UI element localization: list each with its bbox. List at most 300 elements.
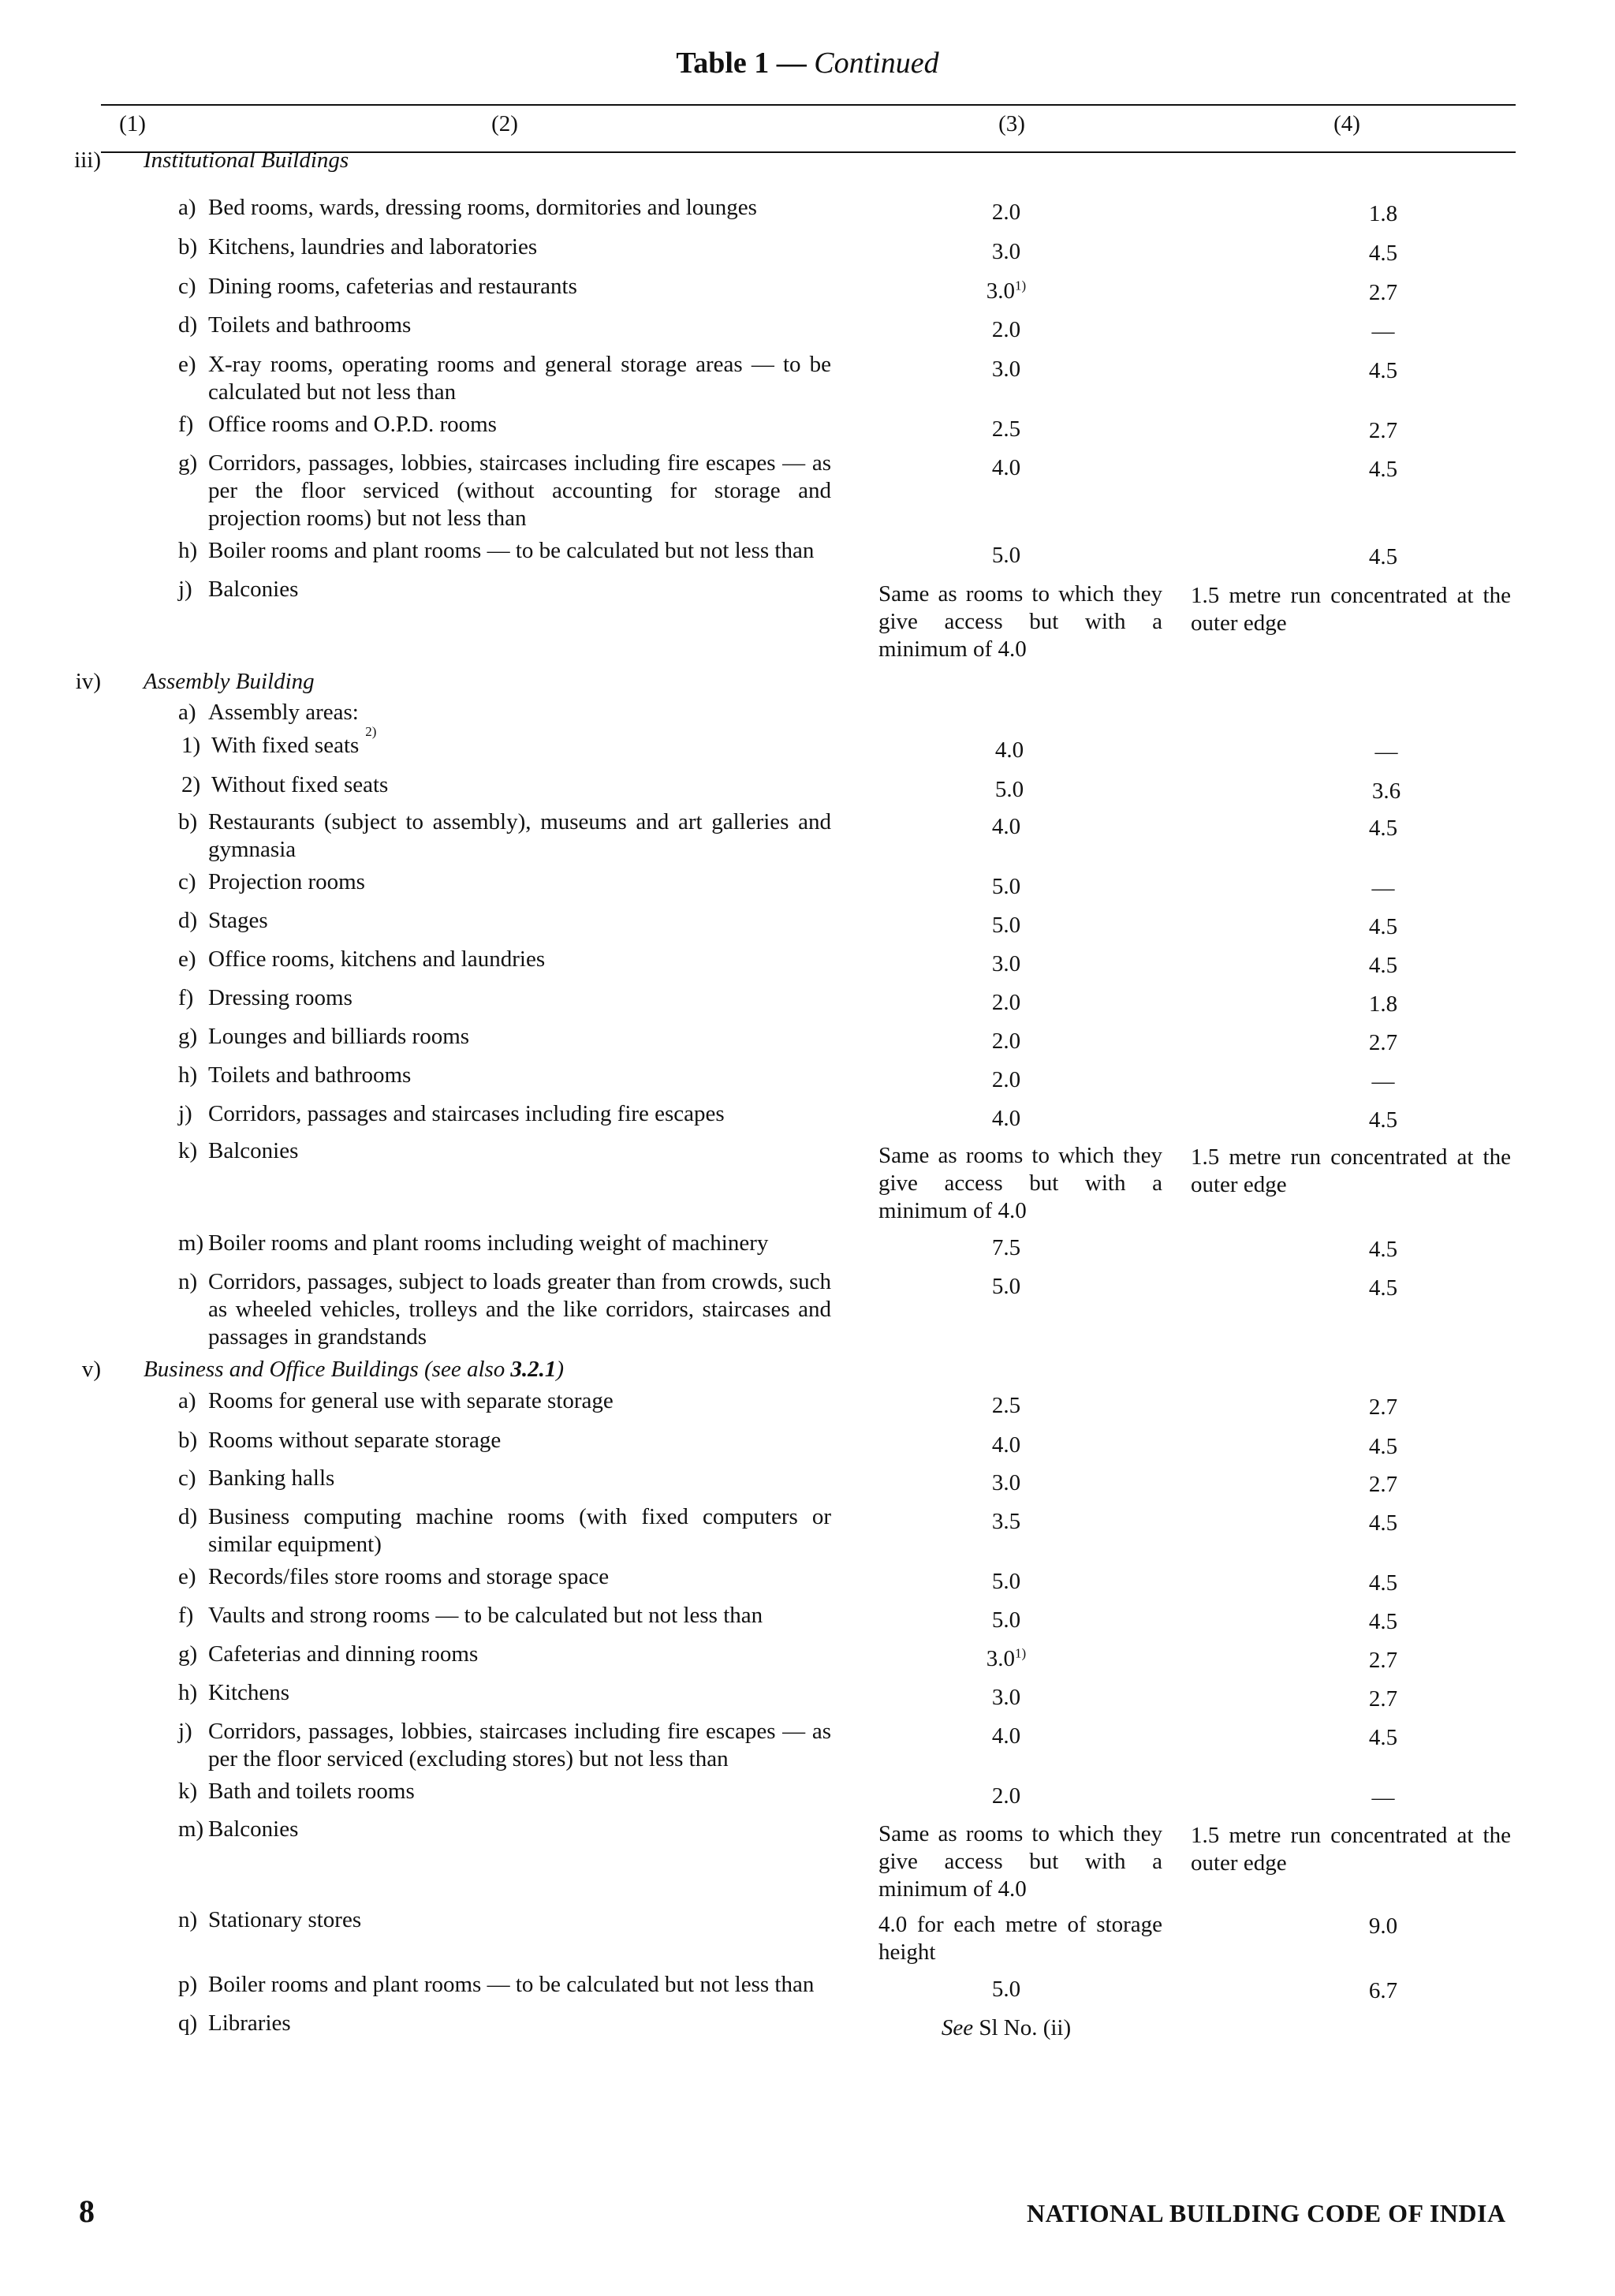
row-description bbox=[140, 1427, 831, 1454]
load-concentrated-value: 1.8 bbox=[1368, 201, 1398, 226]
table-row bbox=[0, 273, 1615, 307]
load-udl-cell bbox=[831, 1387, 1162, 1420]
item-text: Corridors, passages, lobbies, staircases including fire escapes — as per the floor serviced (excluding stores) but not less than bbox=[208, 1719, 831, 1771]
item-label: a) bbox=[178, 700, 196, 725]
load-concentrated-cell bbox=[1162, 1563, 1511, 1597]
item-label: g) bbox=[178, 1641, 198, 1667]
section-row bbox=[0, 668, 1615, 696]
item-text: Libraries bbox=[208, 2010, 291, 2036]
load-concentrated-cell bbox=[1162, 1387, 1511, 1421]
item-label: b) bbox=[178, 1428, 198, 1453]
item-text: Stationary stores bbox=[208, 1907, 362, 1932]
load-udl-value: 4.0 bbox=[991, 1723, 1021, 1749]
row-number: iii) bbox=[74, 147, 101, 173]
load-concentrated-value: 1.5 metre run concentrated at the outer edge bbox=[1191, 1823, 1511, 1876]
table-row bbox=[0, 1641, 1615, 1674]
load-udl-value: 4.0 bbox=[991, 1432, 1021, 1458]
item-label: j) bbox=[178, 1101, 192, 1126]
load-concentrated-cell bbox=[1162, 233, 1511, 267]
item-label: a) bbox=[178, 195, 196, 220]
item-label: h) bbox=[178, 1680, 198, 1705]
item-text: Institutional Buildings bbox=[144, 147, 349, 173]
table-row bbox=[0, 1906, 1615, 1966]
load-udl-value: Same as rooms to which they give access but with a minimum of 4.0 bbox=[878, 1821, 1162, 1902]
load-udl-value: 4.0 for each metre of storage height bbox=[878, 1912, 1162, 1965]
load-udl-cell bbox=[831, 1718, 1162, 1750]
load-concentrated-value: 1.5 metre run concentrated at the outer edge bbox=[1191, 583, 1511, 636]
load-concentrated-cell bbox=[1162, 1641, 1511, 1674]
load-concentrated-value: 2.7 bbox=[1368, 1030, 1398, 1055]
load-udl-value: 3.0 bbox=[991, 1685, 1021, 1710]
load-concentrated-cell bbox=[1162, 1503, 1511, 1537]
item-label: c) bbox=[178, 869, 196, 894]
table-title-main: Table 1 — bbox=[676, 47, 807, 80]
load-udl-cell bbox=[831, 1906, 1162, 1966]
row-description bbox=[140, 1268, 831, 1351]
item-label: e) bbox=[178, 946, 196, 972]
table-title bbox=[0, 46, 1615, 80]
row-description bbox=[140, 771, 834, 799]
table-row bbox=[0, 1563, 1615, 1597]
item-text: Dining rooms, cafeterias and restaurants bbox=[208, 274, 577, 299]
row-description bbox=[140, 668, 796, 696]
row-description bbox=[140, 1137, 831, 1165]
item-label: k) bbox=[178, 1779, 198, 1804]
load-concentrated-cell bbox=[1162, 984, 1511, 1018]
load-concentrated-value: 6.7 bbox=[1368, 1978, 1398, 2003]
load-concentrated-value: 4.5 bbox=[1368, 1725, 1398, 1750]
clause-reference: 3.2.1 bbox=[510, 1357, 557, 1382]
section-row bbox=[0, 1356, 1615, 1383]
load-concentrated-value: 4.5 bbox=[1368, 914, 1398, 939]
row-description bbox=[140, 233, 831, 261]
item-label: c) bbox=[178, 274, 196, 299]
table-row bbox=[0, 771, 1615, 805]
load-udl-cell bbox=[831, 868, 1162, 901]
table-row bbox=[0, 1387, 1615, 1421]
item-label: c) bbox=[178, 1465, 196, 1491]
load-udl-cell bbox=[831, 1602, 1162, 1634]
item-label: b) bbox=[178, 234, 198, 259]
table-row bbox=[0, 1503, 1615, 1559]
load-concentrated-value: 4.5 bbox=[1368, 1434, 1398, 1459]
load-concentrated-value: 4.5 bbox=[1368, 1237, 1398, 1262]
load-concentrated-value: — bbox=[1374, 739, 1398, 764]
table-row bbox=[0, 808, 1615, 864]
row-description bbox=[140, 411, 831, 439]
row-description bbox=[140, 1100, 831, 1128]
item-text: Bath and toilets rooms bbox=[208, 1779, 415, 1804]
item-label: d) bbox=[178, 312, 198, 338]
load-udl-cell bbox=[831, 808, 1162, 841]
load-concentrated-value: — bbox=[1371, 1069, 1395, 1094]
item-text: Corridors, passages and staircases including fire escapes bbox=[208, 1101, 725, 1126]
load-udl-cell bbox=[834, 732, 1166, 764]
item-label: f) bbox=[178, 985, 194, 1010]
load-udl-value: Same as rooms to which they give access but with a minimum of 4.0 bbox=[878, 581, 1162, 662]
row-description bbox=[140, 1778, 831, 1805]
item-text: Business computing machine rooms (with fixed computers or similar equipment) bbox=[208, 1504, 831, 1557]
item-text: Toilets and bathrooms bbox=[208, 312, 412, 338]
row-description bbox=[140, 1718, 831, 1773]
load-concentrated-value: 1.5 metre run concentrated at the outer edge bbox=[1191, 1144, 1511, 1197]
item-label: e) bbox=[178, 352, 196, 377]
load-udl-cell bbox=[831, 1641, 1162, 1673]
load-concentrated-cell bbox=[1166, 771, 1514, 805]
table-row bbox=[0, 351, 1615, 406]
load-concentrated-value: 2.7 bbox=[1368, 418, 1398, 443]
load-udl-value: 3.0 bbox=[991, 357, 1021, 382]
load-concentrated-cell bbox=[1162, 1427, 1511, 1461]
table-row bbox=[0, 2010, 1615, 2042]
item-text: Restaurants (subject to assembly), museums and art galleries and gymnasia bbox=[208, 809, 831, 862]
item-text: Boiler rooms and plant rooms including weight of machinery bbox=[208, 1230, 769, 1256]
table-row bbox=[0, 194, 1615, 228]
row-description bbox=[140, 537, 831, 565]
item-text: Rooms for general use with separate storage bbox=[208, 1388, 614, 1413]
load-udl-value: 4.0 bbox=[991, 814, 1021, 839]
load-udl-value: Same as rooms to which they give access but with a minimum of 4.0 bbox=[878, 1143, 1162, 1223]
table-row bbox=[0, 1679, 1615, 1713]
load-concentrated-cell bbox=[1162, 450, 1511, 483]
load-udl-value: 2.0 bbox=[991, 1783, 1021, 1809]
item-text: Kitchens, laundries and laboratories bbox=[208, 234, 538, 259]
table-row bbox=[0, 724, 1615, 766]
item-text: Boiler rooms and plant rooms — to be calculated but not less than bbox=[208, 538, 815, 563]
load-concentrated-cell bbox=[1162, 1100, 1511, 1134]
table-row bbox=[0, 907, 1615, 941]
load-udl-cell bbox=[831, 1816, 1162, 1903]
table-row bbox=[0, 1137, 1615, 1225]
see-reference-target: Sl No. (ii) bbox=[979, 2015, 1072, 2040]
load-udl-cell bbox=[831, 450, 1162, 482]
footnote-marker: 1) bbox=[1015, 1645, 1027, 1661]
load-concentrated-cell bbox=[1162, 1230, 1511, 1264]
load-concentrated-value: 9.0 bbox=[1368, 1913, 1398, 1939]
row-description bbox=[140, 724, 834, 760]
load-udl-cell bbox=[831, 1427, 1162, 1459]
load-udl-value: 7.5 bbox=[991, 1235, 1021, 1260]
load-udl-value: 4.0 bbox=[991, 455, 1021, 480]
load-concentrated-cell bbox=[1162, 1465, 1511, 1499]
item-text: Balconies bbox=[208, 1138, 299, 1163]
load-udl-value: 2.5 bbox=[991, 416, 1021, 442]
item-label: j) bbox=[178, 577, 192, 602]
load-concentrated-value: — bbox=[1371, 319, 1395, 344]
row-description bbox=[140, 312, 831, 339]
item-text: Banking halls bbox=[208, 1465, 335, 1491]
load-udl-cell bbox=[831, 1100, 1162, 1133]
table-row bbox=[0, 984, 1615, 1018]
row-description bbox=[140, 1602, 831, 1630]
load-udl-value: 3.0 bbox=[991, 239, 1021, 264]
load-concentrated-value: 2.7 bbox=[1368, 1686, 1398, 1712]
item-label: h) bbox=[178, 1062, 198, 1088]
item-text: Without fixed seats bbox=[211, 772, 389, 797]
row-number: iv) bbox=[75, 669, 101, 694]
load-concentrated-value: 4.5 bbox=[1368, 953, 1398, 978]
load-concentrated-cell bbox=[1162, 1137, 1511, 1199]
load-concentrated-cell bbox=[1162, 907, 1511, 941]
table-row bbox=[0, 1100, 1615, 1134]
item-text: Balconies bbox=[208, 1816, 299, 1842]
load-udl-value: 3.5 bbox=[991, 1509, 1021, 1534]
table-row bbox=[0, 946, 1615, 980]
row-description bbox=[140, 699, 831, 726]
load-udl-value: 5.0 bbox=[994, 777, 1024, 802]
item-text: Lounges and billiards rooms bbox=[208, 1024, 470, 1049]
item-text: Cafeterias and dinning rooms bbox=[208, 1641, 479, 1667]
load-concentrated-cell bbox=[1162, 537, 1511, 571]
row-description bbox=[140, 1230, 831, 1257]
table-row bbox=[0, 233, 1615, 267]
item-label: k) bbox=[178, 1138, 198, 1163]
load-concentrated-cell bbox=[1162, 194, 1511, 228]
load-udl-cell bbox=[831, 576, 1162, 663]
table-row bbox=[0, 1465, 1615, 1499]
item-text: Records/files store rooms and storage space bbox=[208, 1564, 610, 1589]
see-reference-label: See bbox=[941, 2015, 974, 2040]
load-udl-cell bbox=[831, 907, 1162, 939]
load-udl-cell bbox=[831, 1503, 1162, 1536]
load-udl-cell bbox=[831, 1971, 1162, 2003]
load-udl-value: 3.0 bbox=[986, 1646, 1016, 1671]
load-concentrated-cell bbox=[1162, 1679, 1511, 1713]
load-concentrated-value: 4.5 bbox=[1368, 1609, 1398, 1634]
load-concentrated-value: — bbox=[1371, 1785, 1395, 1810]
table-row bbox=[0, 537, 1615, 571]
row-description bbox=[140, 147, 796, 174]
load-udl-cell bbox=[831, 1137, 1162, 1225]
table-row bbox=[0, 699, 1615, 726]
item-text: Vaults and strong rooms — to be calculated but not less than bbox=[208, 1603, 763, 1628]
load-udl-cell bbox=[831, 537, 1162, 569]
item-text: X-ray rooms, operating rooms and general storage areas — to be calculated but not less than bbox=[208, 352, 831, 405]
row-description bbox=[140, 1465, 831, 1492]
item-label: 1) bbox=[181, 733, 201, 758]
item-label: j) bbox=[178, 1719, 192, 1744]
load-udl-value: 5.0 bbox=[991, 1607, 1021, 1633]
item-label: d) bbox=[178, 1504, 198, 1529]
row-description bbox=[140, 576, 831, 603]
load-udl-value: 2.0 bbox=[991, 317, 1021, 342]
row-description bbox=[140, 273, 831, 301]
item-label: d) bbox=[178, 908, 198, 933]
load-concentrated-cell bbox=[1162, 946, 1511, 980]
load-concentrated-value: 4.5 bbox=[1368, 1275, 1398, 1301]
row-description bbox=[140, 946, 831, 973]
table-row bbox=[0, 450, 1615, 532]
load-concentrated-cell bbox=[1162, 411, 1511, 445]
section-tail: ) bbox=[556, 1357, 564, 1382]
load-concentrated-cell bbox=[1166, 732, 1514, 766]
table-row bbox=[0, 1427, 1615, 1461]
load-udl-cell bbox=[831, 411, 1162, 443]
row-description bbox=[140, 808, 831, 864]
load-concentrated-value: 4.5 bbox=[1368, 1510, 1398, 1536]
load-concentrated-value: — bbox=[1371, 875, 1395, 901]
load-concentrated-value: 4.5 bbox=[1368, 457, 1398, 482]
row-description bbox=[140, 2010, 831, 2037]
item-label: e) bbox=[178, 1564, 196, 1589]
row-description bbox=[140, 1356, 796, 1383]
load-concentrated-value: 4.5 bbox=[1368, 544, 1398, 569]
load-udl-value: 5.0 bbox=[991, 1977, 1021, 2002]
item-text: Assembly Building bbox=[144, 669, 315, 694]
load-udl-cell bbox=[831, 194, 1162, 226]
load-udl-cell bbox=[831, 1563, 1162, 1596]
load-concentrated-cell bbox=[1162, 1906, 1511, 1940]
item-label: g) bbox=[178, 1024, 198, 1049]
footnote-marker: 1) bbox=[1015, 278, 1027, 293]
load-concentrated-value: 4.5 bbox=[1368, 1107, 1398, 1133]
load-udl-cell bbox=[831, 984, 1162, 1017]
item-label: n) bbox=[178, 1269, 198, 1294]
row-description bbox=[140, 1023, 831, 1051]
table-row bbox=[0, 1062, 1615, 1096]
table-row bbox=[0, 1230, 1615, 1264]
item-label: f) bbox=[178, 1603, 194, 1628]
load-udl-value: 2.5 bbox=[991, 1393, 1021, 1418]
row-description bbox=[140, 1816, 831, 1843]
load-concentrated-cell bbox=[1162, 868, 1511, 902]
load-concentrated-cell bbox=[1162, 1971, 1511, 2005]
load-udl-cell bbox=[831, 1465, 1162, 1497]
load-concentrated-cell bbox=[1162, 1718, 1511, 1752]
row-description bbox=[140, 1971, 831, 1999]
col-header-2: (2) bbox=[491, 111, 518, 136]
load-concentrated-cell bbox=[1162, 576, 1511, 637]
load-udl-value: 3.0 bbox=[986, 278, 1016, 304]
row-description bbox=[140, 1906, 831, 1934]
load-udl-cell bbox=[831, 1778, 1162, 1810]
col-header-3: (3) bbox=[998, 111, 1025, 136]
load-udl-value: 2.0 bbox=[991, 1067, 1021, 1092]
row-description bbox=[140, 351, 831, 406]
load-concentrated-cell bbox=[1162, 273, 1511, 307]
load-concentrated-cell bbox=[1162, 1268, 1511, 1302]
load-concentrated-value: 3.6 bbox=[1371, 778, 1401, 804]
item-label: m) bbox=[178, 1230, 204, 1256]
table-row bbox=[0, 312, 1615, 345]
row-description bbox=[140, 1563, 831, 1591]
load-udl-value: 5.0 bbox=[991, 543, 1021, 568]
load-udl-value: 4.0 bbox=[994, 737, 1024, 763]
table-row bbox=[0, 1268, 1615, 1351]
table-title-continued: Continued bbox=[814, 47, 939, 80]
load-udl-value: 5.0 bbox=[991, 1569, 1021, 1594]
item-text: Bed rooms, wards, dressing rooms, dormitories and lounges bbox=[208, 195, 757, 220]
item-text: Corridors, passages, subject to loads greater than from crowds, such as wheeled vehicles, trolleys and the like corridors, staircases and passages in grandstands bbox=[208, 1269, 831, 1350]
header-top-rule bbox=[101, 104, 1516, 106]
item-text: Rooms without separate storage bbox=[208, 1428, 502, 1453]
row-description bbox=[140, 907, 831, 935]
item-text: Toilets and bathrooms bbox=[208, 1062, 412, 1088]
load-concentrated-cell bbox=[1162, 808, 1511, 842]
load-concentrated-cell bbox=[1162, 1602, 1511, 1636]
item-label: p) bbox=[178, 1972, 198, 1997]
item-label: h) bbox=[178, 538, 198, 563]
load-concentrated-value: 4.5 bbox=[1368, 241, 1398, 266]
load-udl-value: 5.0 bbox=[991, 874, 1021, 899]
item-label: 2) bbox=[181, 772, 201, 797]
load-concentrated-cell bbox=[1162, 1778, 1511, 1812]
table-row bbox=[0, 411, 1615, 445]
row-description bbox=[140, 1641, 831, 1668]
item-text: Corridors, passages, lobbies, staircases including fire escapes — as per the floor serviced (without accounting for storage and projection rooms) but not less than bbox=[208, 450, 831, 531]
load-udl-cell bbox=[831, 312, 1162, 344]
load-udl-cell bbox=[831, 1230, 1162, 1262]
row-description bbox=[140, 1679, 831, 1707]
item-text: Projection rooms bbox=[208, 869, 365, 894]
item-label: m) bbox=[178, 1816, 204, 1842]
load-concentrated-value: 4.5 bbox=[1368, 1570, 1398, 1596]
load-concentrated-value: 4.5 bbox=[1368, 358, 1398, 383]
table-row bbox=[0, 1023, 1615, 1057]
row-description bbox=[140, 1503, 831, 1559]
item-text: Assembly areas: bbox=[208, 700, 359, 725]
item-label: b) bbox=[178, 809, 198, 834]
item-label: n) bbox=[178, 1907, 198, 1932]
load-udl-cell bbox=[831, 273, 1162, 305]
load-concentrated-value: 2.7 bbox=[1368, 1472, 1398, 1497]
item-text: Dressing rooms bbox=[208, 985, 352, 1010]
load-concentrated-cell bbox=[1162, 1816, 1511, 1877]
load-udl-value: 4.0 bbox=[991, 1106, 1021, 1131]
load-udl-cell bbox=[831, 1062, 1162, 1094]
item-label: g) bbox=[178, 450, 198, 476]
table-row bbox=[0, 1816, 1615, 1903]
load-udl-cell bbox=[831, 1679, 1162, 1712]
load-udl-value: 3.0 bbox=[991, 1470, 1021, 1495]
footer-title: NATIONAL BUILDING CODE OF INDIA bbox=[1027, 2199, 1506, 2227]
table-row bbox=[0, 1778, 1615, 1812]
item-label: a) bbox=[178, 1388, 196, 1413]
item-label: q) bbox=[178, 2010, 198, 2036]
load-concentrated-value: 1.8 bbox=[1368, 991, 1398, 1017]
load-concentrated-cell bbox=[1162, 351, 1511, 385]
load-udl-cell bbox=[831, 946, 1162, 978]
load-udl-cell bbox=[831, 1023, 1162, 1055]
page-number: 8 bbox=[79, 2193, 95, 2229]
row-description bbox=[140, 1387, 831, 1415]
load-udl-value: 5.0 bbox=[991, 913, 1021, 938]
row-description bbox=[140, 450, 831, 532]
load-udl-cell bbox=[831, 351, 1162, 383]
section-row bbox=[0, 147, 1615, 174]
table-row bbox=[0, 1718, 1615, 1773]
load-concentrated-value: 2.7 bbox=[1368, 1648, 1398, 1673]
table-body bbox=[0, 142, 1615, 2042]
load-udl-cell bbox=[831, 233, 1162, 266]
load-udl-cell bbox=[831, 2010, 1162, 2042]
row-description bbox=[140, 868, 831, 896]
item-text: Office rooms, kitchens and laundries bbox=[208, 946, 546, 972]
load-concentrated-value: 4.5 bbox=[1368, 816, 1398, 841]
footnote-marker: 2) bbox=[365, 724, 377, 739]
load-udl-value: 2.0 bbox=[991, 200, 1021, 225]
load-udl-value: 5.0 bbox=[991, 1274, 1021, 1299]
item-text: Boiler rooms and plant rooms — to be calculated but not less than bbox=[208, 1972, 815, 1997]
load-concentrated-value: 2.7 bbox=[1368, 1394, 1398, 1420]
table-row bbox=[0, 1971, 1615, 2005]
item-text: Business and Office Buildings (see also bbox=[144, 1357, 505, 1382]
col-header-1: (1) bbox=[119, 111, 146, 136]
row-description bbox=[140, 984, 831, 1012]
table-row bbox=[0, 576, 1615, 663]
item-label: f) bbox=[178, 412, 194, 437]
load-udl-cell bbox=[834, 771, 1166, 804]
